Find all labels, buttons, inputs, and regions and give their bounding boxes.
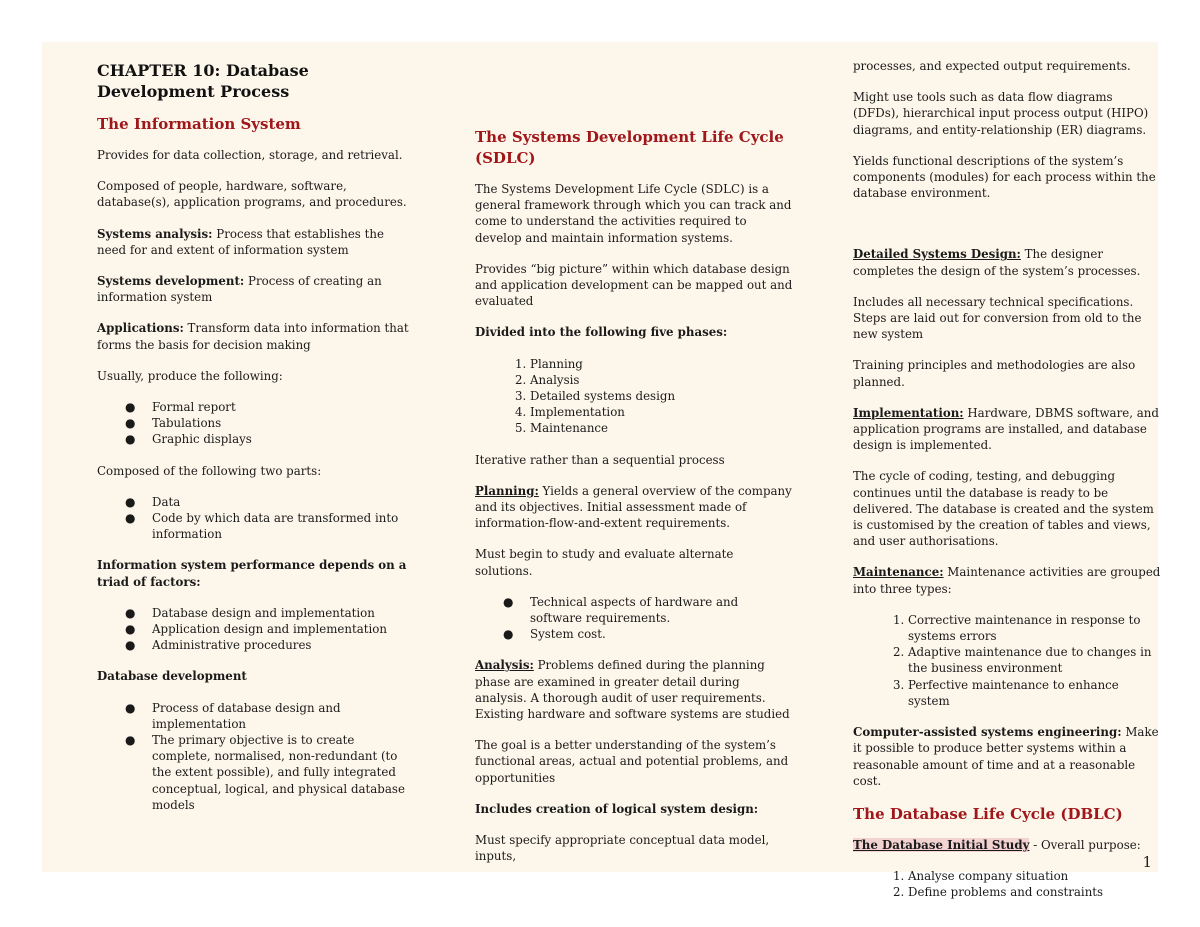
term-label: Computer-assisted systems engineering:: [853, 725, 1122, 740]
highlighted-term: The Database Initial Study: [853, 837, 1030, 852]
subheading-text: Includes creation of logical system design:: [475, 801, 759, 816]
list-item: ● Database design and implementation: [152, 605, 415, 621]
paragraph: [97, 273, 415, 305]
list-item: 4. Implementation: [530, 404, 793, 420]
subheading: [97, 557, 415, 589]
term-label: Analysis:: [475, 658, 534, 673]
spacer: [853, 216, 1161, 246]
term-definition: Process of creating an information system: [97, 274, 382, 305]
bullet-list: [97, 494, 415, 543]
term-definition: Yields a general overview of the company and its objectives. Initial assessment made of information-flow-and-extent requirements.: [475, 483, 792, 531]
bullet-list: [475, 594, 793, 643]
list-item: 3. Detailed systems design: [530, 388, 793, 404]
term-label: Applications:: [97, 321, 184, 336]
subheading: [97, 668, 415, 684]
paragraph: Provides for data collection, storage, and retrieval.: [97, 148, 403, 162]
list-item: ● Application design and implementation: [152, 621, 415, 637]
paragraph: Yields functional descriptions of the system’s components (modules) for each process within the database environment.: [853, 153, 1156, 201]
paragraph: Training principles and methodologies are also planned.: [853, 358, 1136, 389]
paragraph: [475, 483, 793, 532]
column-3: [853, 58, 1161, 916]
list-item: 3. Perfective maintenance to enhance system: [908, 677, 1161, 709]
list-item: 1. Corrective maintenance in response to systems errors: [908, 612, 1161, 644]
term-definition: Problems defined during the planning phase are examined in greater detail during analysis. A thorough audit of user requirements. Existing hardware and software systems are studied: [475, 658, 790, 722]
paragraph: [853, 837, 1161, 853]
paragraph: Includes all necessary technical specifications. Steps are laid out for conversion from old to the new system: [853, 294, 1142, 342]
column-2: [475, 60, 793, 880]
paragraph: [853, 724, 1161, 789]
paragraph: Composed of the following two parts:: [97, 463, 322, 478]
subheading-text: Information system performance depends on a triad of factors:: [97, 558, 407, 589]
column-1: [97, 60, 415, 828]
term-label: Planning:: [475, 483, 539, 498]
paragraph: [853, 246, 1161, 278]
bullet-list: [97, 399, 415, 448]
section-title-dblc: The Database Life Cycle (DBLC): [853, 804, 1123, 823]
paragraph: [97, 320, 415, 352]
paragraph: The Systems Development Life Cycle (SDLC) is a general framework through which you can track and come to understand the activities required to develop and maintain information systems.: [475, 182, 792, 245]
term-definition: - Overall purpose:: [1029, 837, 1141, 852]
section-title-information-system: The Information System: [97, 115, 301, 133]
paragraph: Composed of people, hardware, software, database(s), application programs, and procedures.: [97, 179, 407, 210]
paragraph: The cycle of coding, testing, and debugging continues until the database is ready to be delivered. The database is created and the system is customised by the creation of tables and views, and user authorisations.: [853, 469, 1154, 549]
term-definition: Maintenance activities are grouped into three types:: [853, 565, 1161, 596]
subheading: [475, 801, 793, 817]
term-label: Maintenance:: [853, 565, 944, 580]
list-item: ● Administrative procedures: [152, 637, 415, 653]
list-item: ● Data: [152, 494, 415, 510]
term-label: Detailed Systems Design:: [853, 247, 1021, 262]
paragraph: [97, 226, 415, 258]
paragraph: The goal is a better understanding of the system’s functional areas, actual and potential problems, and opportunities: [475, 738, 789, 785]
section-title-sdlc: The Systems Development Life Cycle (SDLC): [475, 128, 784, 167]
subheading-text: Divided into the following five phases:: [475, 325, 728, 340]
term-definition: Hardware, DBMS software, and application programs are installed, and database design is implemented.: [853, 405, 1159, 453]
bullet-list: [97, 700, 415, 813]
list-item: 5. Maintenance: [530, 420, 793, 436]
list-item: ● The primary objective is to create complete, normalised, non-redundant (to the extent possible), and fully integrated conceptual, logical, and physical database models: [152, 732, 415, 813]
term-definition: Transform data into information that forms the basis for decision making: [97, 321, 409, 352]
term-definition: Make it possible to produce better systems within a reasonable amount of time and at a reasonable cost.: [853, 725, 1159, 788]
paragraph: Might use tools such as data flow diagrams (DFDs), hierarchical input process output (HIPO) diagrams, and entity-relationship (ER) diagrams.: [853, 90, 1149, 137]
list-item: 2. Define problems and constraints: [908, 884, 1161, 900]
list-item: 2. Analysis: [530, 372, 793, 388]
spacer: [475, 60, 793, 127]
paragraph: Must specify appropriate conceptual data model, inputs,: [475, 833, 770, 864]
term-definition: The designer completes the design of the system’s processes.: [853, 247, 1141, 278]
subheading-text: Database development: [97, 669, 247, 684]
subheading: [475, 324, 793, 340]
term-label: Systems development:: [97, 274, 245, 289]
list-item: 1. Analyse company situation: [908, 868, 1161, 884]
numbered-list: [853, 612, 1161, 709]
paragraph: Usually, produce the following:: [97, 368, 283, 383]
list-item: ● System cost.: [530, 626, 793, 642]
paragraph: [853, 564, 1161, 596]
list-item: ● Code by which data are transformed into information: [152, 510, 415, 542]
paragraph: Must begin to study and evaluate alternate solutions.: [475, 547, 734, 578]
list-item: ● Technical aspects of hardware and software requirements.: [530, 594, 793, 626]
bullet-list: [97, 605, 415, 654]
paragraph: Provides “big picture” within which database design and application development can be mapped out and evaluated: [475, 261, 793, 309]
paragraph: Iterative rather than a sequential process: [475, 452, 725, 467]
list-item: 2. Adaptive maintenance due to changes in the business environment: [908, 644, 1161, 676]
term-label: Systems analysis:: [97, 226, 213, 241]
list-item: ● Graphic displays: [152, 431, 415, 447]
numbered-list: [475, 356, 793, 437]
list-item: 1. Planning: [530, 356, 793, 372]
term-definition: Process that establishes the need for and extent of information system: [97, 226, 384, 257]
list-item: ● Tabulations: [152, 415, 415, 431]
chapter-title: CHAPTER 10: Database Development Process: [97, 61, 309, 101]
page-number: 1: [1142, 853, 1152, 871]
list-item: ● Formal report: [152, 399, 415, 415]
paragraph: [853, 405, 1161, 454]
document-page: [42, 42, 1161, 900]
list-item: ● Process of database design and implementation: [152, 700, 415, 732]
numbered-list: [853, 868, 1161, 900]
paragraph: [475, 657, 793, 722]
term-label: Implementation:: [853, 405, 964, 420]
paragraph: processes, and expected output requirements.: [853, 59, 1131, 73]
